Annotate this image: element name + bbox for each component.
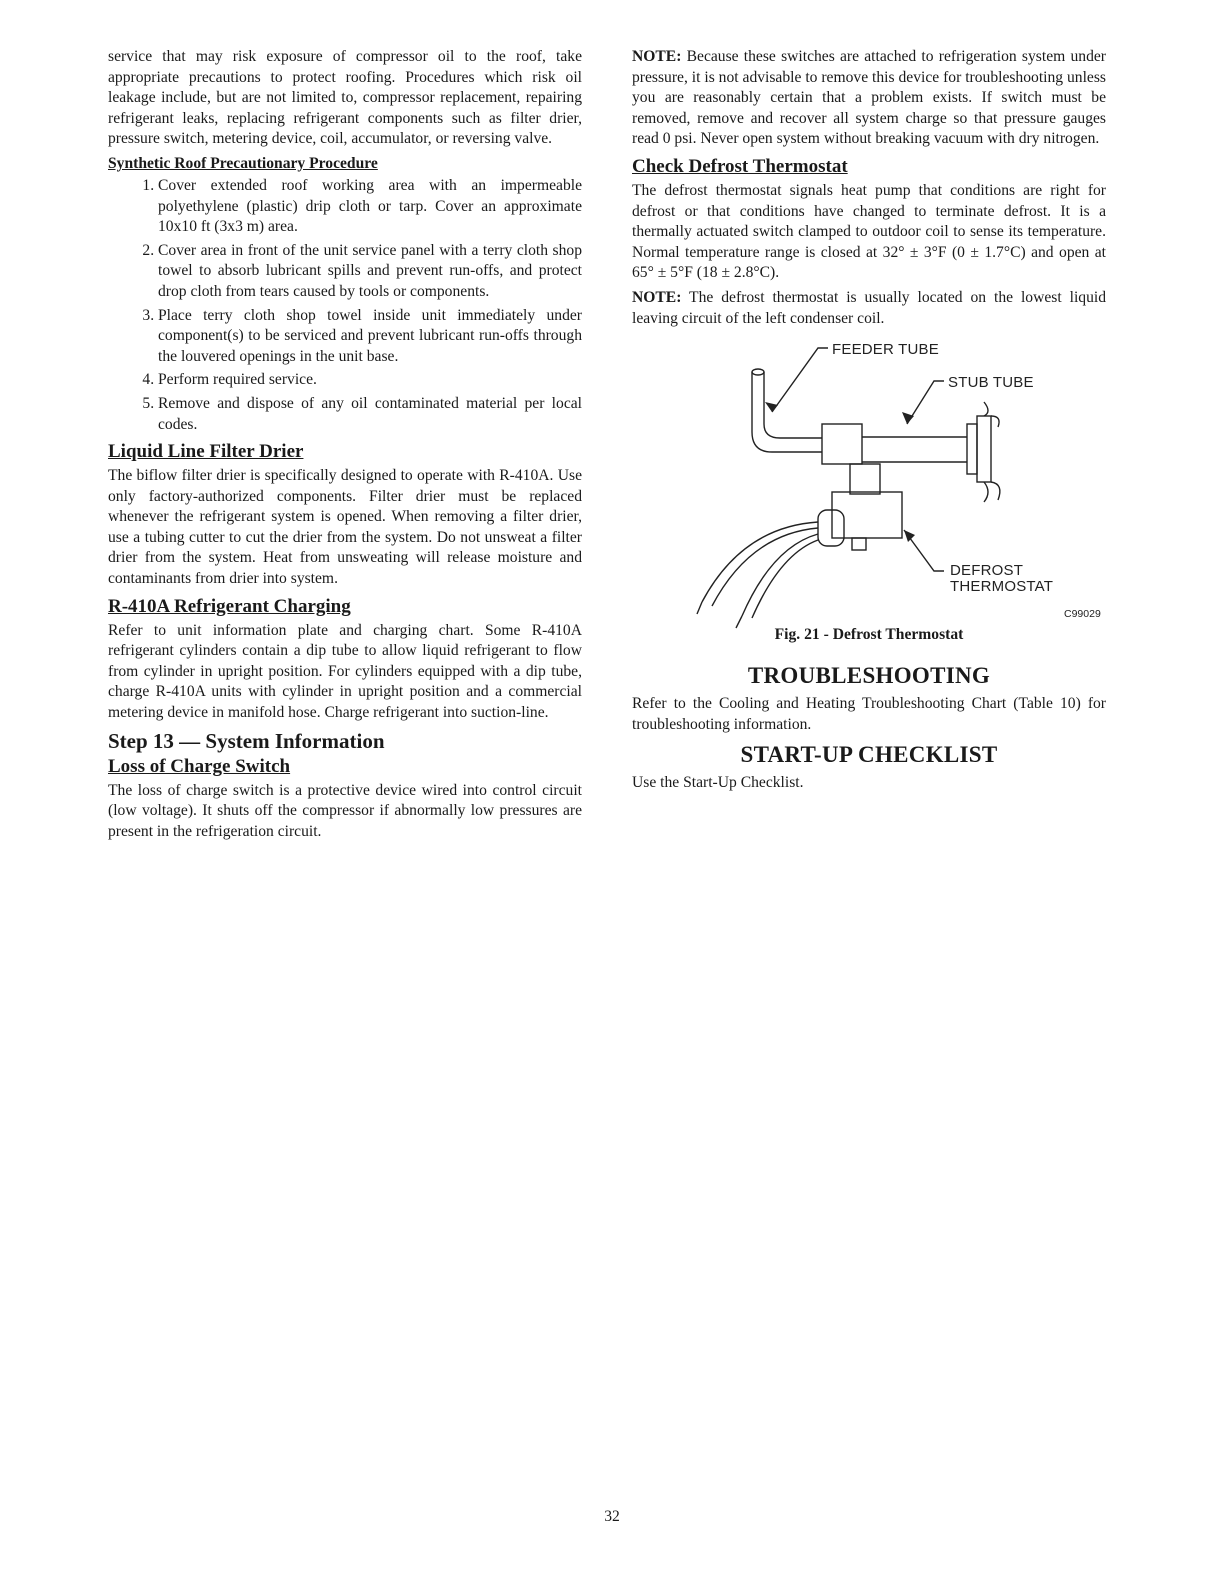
synthetic-roof-steps: [108, 176, 582, 435]
defrost-thermostat-paragraph: The defrost thermostat signals heat pump that conditions are right for defrost or that conditions have changed to terminate defrost. It is a thermally actuated switch clamped to outdoor coil to sense its temperature. Normal temperature range is closed at 32° ± 3°F (0 ± 1.7°C) and open at 65° ± 5°F (18 ± 2.8°C).: [632, 181, 1106, 282]
list-item: 2. Cover area in front of the unit service panel with a terry cloth shop towel to absorb lubricant spills and prevent run-offs, and protect drop cloth from tears caused by tools or components.: [158, 241, 582, 303]
startup-checklist-paragraph: Use the Start-Up Checklist.: [632, 774, 804, 792]
list-item: 4. Perform required service.: [158, 370, 582, 391]
defrost-thermostat-heading: Check Defrost Thermostat: [632, 155, 848, 177]
stub-tube-label: STUB TUBE: [948, 374, 1034, 392]
page-number: 32: [604, 1508, 620, 1525]
filter-drier-heading: Liquid Line Filter Drier: [108, 441, 304, 463]
loss-of-charge-paragraph: The loss of charge switch is a protective device wired into control circuit (low voltage). It shuts off the compressor if abnormally low pressures are present in the refrigeration circuit.: [108, 781, 582, 840]
list-item: 3. Place terry cloth shop towel inside unit immediately under component(s) to be serviced and prevent lubricant run-offs through the louvered openings in the unit base.: [158, 306, 582, 368]
note-label: NOTE:: [632, 48, 682, 65]
synthetic-roof-heading: Synthetic Roof Precautionary Procedure: [108, 154, 378, 172]
right-column: [632, 47, 1106, 794]
refrigerant-charging-paragraph: Refer to unit information plate and charging chart. Some R-410A refrigerant cylinders contain a dip tube to allow liquid refrigerant to flow from cylinder in upright position. For cylinders equipped with a dip tube, charge R-410A units with cylinder in upright position and a commercial metering device in manifold hose. Charge refrigerant into suction-line.: [108, 621, 582, 722]
feeder-tube-label: FEEDER TUBE: [832, 341, 939, 359]
figure-caption: Fig. 21 - Defrost Thermostat: [774, 626, 964, 644]
list-item: 5. Remove and dispose of any oil contaminated material per local codes.: [158, 394, 582, 435]
defrost-label: DEFROST: [950, 562, 1024, 580]
startup-checklist-title: START-UP CHECKLIST: [740, 742, 998, 768]
thermostat-label: THERMOSTAT: [950, 578, 1054, 596]
step-13-heading: Step 13 — System Information: [108, 728, 385, 753]
filter-drier-paragraph: The biflow filter drier is specifically designed to operate with R-410A. Use only factory-authorized components. Filter drier must be replaced whenever the refrigerant system is opened. When removing a filter drier, use a tubing cutter to cut the drier from the system. Do not unsweat a filter drier from the system. Heat from unsweating will release moisture and contaminants from drier into system.: [108, 467, 582, 588]
note-text: The defrost thermostat is usually located on the lowest liquid leaving circuit of the left condenser coil.: [632, 288, 1106, 327]
note-text: Because these switches are attached to refrigeration system under pressure, it is not advisable to remove this device for troubleshooting unless you are reasonably certain that a problem exists. If switch must be removed, remove and recover all system charge so that pressure gauges read 0 psi. Never open system without breaking vacuum with dry nitrogen.: [632, 48, 1106, 148]
list-item: 1. Cover extended roof working area with an impermeable polyethylene (plastic) drip cloth or tarp. Cover an approximate 10x10 ft (3x3 m) area.: [158, 176, 582, 238]
troubleshooting-title: TROUBLESHOOTING: [747, 663, 991, 689]
note-location-paragraph: [632, 288, 1106, 329]
defrost-thermostat-figure: [632, 332, 1106, 650]
troubleshooting-paragraph: Refer to the Cooling and Heating Troubleshooting Chart (Table 10) for troubleshooting information.: [632, 695, 1106, 733]
refrigerant-charging-heading: R-410A Refrigerant Charging: [108, 595, 351, 617]
note-label: NOTE:: [632, 288, 682, 306]
figure-id: C99029: [1064, 608, 1101, 621]
left-column: [108, 47, 582, 842]
intro-paragraph: service that may risk exposure of compressor oil to the roof, take appropriate precautions to protect roofing. Procedures which risk oil leakage include, but are not limited to, compressor replacement, repairing refrigerant leaks, replacing refrigerant components such as filter drier, pressure switch, metering device, coil, accumulator, or reversing valve.: [108, 48, 582, 148]
note-switches-paragraph: [632, 47, 1106, 150]
loss-of-charge-heading: Loss of Charge Switch: [108, 755, 291, 777]
